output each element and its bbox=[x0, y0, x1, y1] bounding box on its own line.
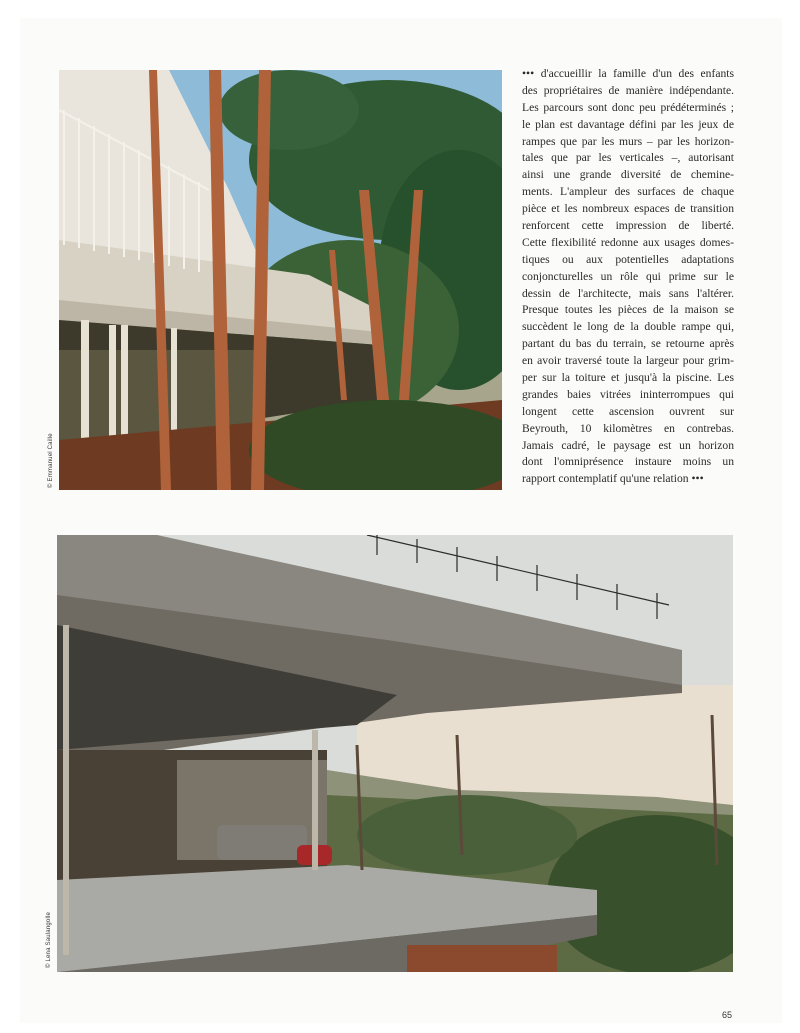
text-line: longent cette ascension ouvrent sur bbox=[522, 404, 734, 418]
text-line: grandes baies vitrées ininterrompues qui bbox=[522, 387, 734, 401]
photo-cantilever-terrace bbox=[57, 535, 733, 972]
text-line: Jamais cadré, le paysage est un horizon bbox=[522, 438, 734, 452]
text-line: tales que par les verticales –, autorisant bbox=[522, 151, 734, 165]
text-line: pièce et les nombreux espaces de transition bbox=[522, 202, 734, 216]
text-line: conjoncturelles un rôle qui prime sur le bbox=[522, 269, 734, 283]
photo-credit-bottom: © Lena Saulangolle bbox=[46, 911, 52, 968]
text-line: rampes que par les murs – par les horizon- bbox=[522, 134, 734, 148]
text-line: tiques ou aux potentielles adaptations bbox=[522, 252, 734, 266]
page-number: 65 bbox=[722, 1010, 733, 1020]
text-line: le plan est davantage défini par les jeux de bbox=[522, 117, 734, 131]
text-line: ••• d'accueillir la famille d'un des enfants bbox=[522, 67, 734, 80]
photo-house-pines bbox=[59, 70, 502, 490]
article-text-column bbox=[522, 66, 734, 488]
text-line: Presque toutes les pièces de la maison se bbox=[522, 303, 734, 317]
text-line: ainsi une grande diversité de chemine- bbox=[522, 168, 734, 182]
text-line: partant du bas du terrain, se retourne après bbox=[522, 337, 734, 351]
text-line: rapport contemplatif qu'une relation ••• bbox=[522, 472, 704, 486]
text-line: des propriétaires de manière indépendante. bbox=[522, 83, 734, 97]
photo-credit-top: © Emmanuel Caille bbox=[48, 433, 54, 488]
text-line: per sur la toiture et jusqu'à la piscine. Les bbox=[522, 371, 734, 385]
text-line: dessin de l'architecte, mais sans l'altérer. bbox=[522, 286, 734, 300]
text-line: succèdent le long de la double rampe qui, bbox=[522, 320, 734, 334]
text-line: Les parcours sont donc peu prédéterminés ; bbox=[522, 100, 734, 114]
text-line: renforcent cette impression de liberté. bbox=[522, 219, 734, 233]
text-line: dont l'omniprésence instaure moins un bbox=[522, 455, 734, 469]
text-line: ments. L'ampleur des surfaces de chaque bbox=[522, 185, 734, 199]
text-line: en avoir traversé toute la largeur pour grim- bbox=[522, 354, 734, 368]
text-line: Cette flexibilité redonne aux usages domes- bbox=[522, 235, 734, 249]
text-line: Beyrouth, 10 kilomètres en contrebas. bbox=[522, 421, 734, 435]
